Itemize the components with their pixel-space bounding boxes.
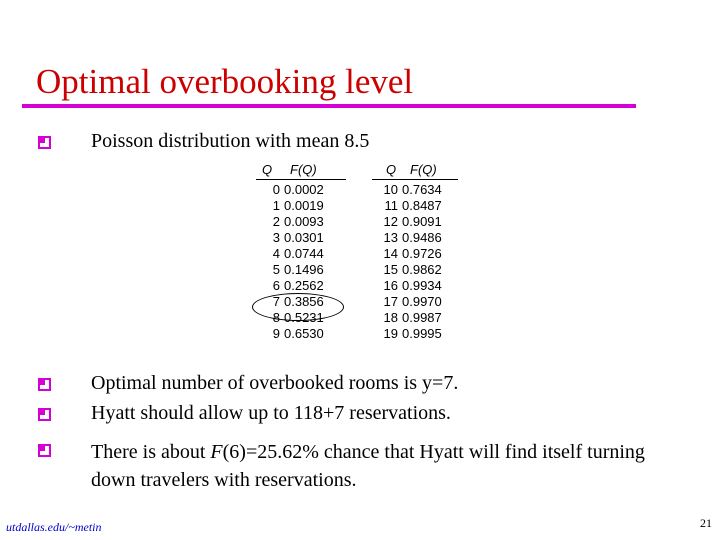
- table-cell: 4: [272, 246, 280, 261]
- table-cell: 7: [272, 294, 280, 309]
- table-cell: 2: [272, 214, 280, 229]
- table-cell: 9: [272, 326, 280, 341]
- table-cell: 15: [383, 262, 398, 277]
- right-q-column: [378, 182, 398, 342]
- header-q-left: Q: [262, 162, 273, 177]
- table-cell: 0.3856: [284, 294, 324, 309]
- bullet-text-post: (6)=25.62% chance that Hyatt will find itself turning down travelers with reservations.: [91, 441, 645, 491]
- table-cell: 0.0019: [284, 198, 324, 213]
- table-cell: 0.6530: [284, 326, 324, 341]
- table-cell: 0.9987: [402, 310, 442, 325]
- table-cell: 0.9995: [402, 326, 442, 341]
- header-f-right: F(Q): [410, 162, 437, 177]
- footer-url: utdallas.edu/~metin: [6, 520, 102, 534]
- table-cell: 0.0301: [284, 230, 324, 245]
- header-q-right: Q: [386, 162, 397, 177]
- table-cell: 0.9970: [402, 294, 442, 309]
- bullet-icon: [37, 377, 52, 392]
- table-cell: 18: [383, 310, 398, 325]
- header-rule-right: [372, 179, 458, 180]
- table-cell: 0.9862: [402, 262, 442, 277]
- table-cell: 6: [272, 278, 280, 293]
- right-f-column: [402, 182, 462, 342]
- table-cell: 5: [272, 262, 280, 277]
- highlight-ellipse: [252, 293, 344, 321]
- table-cell: 13: [383, 230, 398, 245]
- page-number: 21: [700, 516, 712, 530]
- table-cell: 17: [383, 294, 398, 309]
- header-f-left: F(Q): [290, 162, 317, 177]
- table-cell: 1: [272, 198, 280, 213]
- table-cell: 0.9486: [402, 230, 442, 245]
- table-cell: 16: [383, 278, 398, 293]
- table-cell: 0.9091: [402, 214, 442, 229]
- bullet-text: Poisson distribution with mean 8.5: [91, 130, 370, 152]
- bullet-text: Hyatt should allow up to 118+7 reservations.: [91, 402, 451, 424]
- title-underline: [22, 104, 636, 108]
- bullet-text-pre: There is about: [91, 441, 211, 463]
- table-cell: 0.0093: [284, 214, 324, 229]
- table-cell: 3: [272, 230, 280, 245]
- table-cell: 0.0002: [284, 182, 324, 197]
- table-cell: 10: [383, 182, 398, 197]
- table-cell: 0.0744: [284, 246, 324, 261]
- poisson-table: [248, 162, 458, 352]
- table-cell: 0.2562: [284, 278, 324, 293]
- bullet-text: [91, 438, 691, 494]
- table-cell: 12: [383, 214, 398, 229]
- bullet-icon: [37, 407, 52, 422]
- header-rule-left: [256, 179, 346, 180]
- table-cell: 0.9726: [402, 246, 442, 261]
- table-cell: 0: [272, 182, 280, 197]
- table-cell: 0.1496: [284, 262, 324, 277]
- bullet-icon: [37, 135, 52, 150]
- slide-title: Optimal overbooking level: [36, 62, 414, 101]
- bullet-text-f: F: [210, 441, 223, 463]
- bullet-icon: [37, 443, 52, 458]
- table-cell: 0.8487: [402, 198, 442, 213]
- table-cell: 19: [383, 326, 398, 341]
- table-cell: 0.9934: [402, 278, 442, 293]
- table-cell: 11: [384, 198, 398, 213]
- table-cell: 14: [383, 246, 398, 261]
- table-cell: 0.7634: [402, 182, 442, 197]
- table-cell: 8: [272, 310, 280, 325]
- bullet-text: Optimal number of overbooked rooms is y=7.: [91, 372, 459, 394]
- table-cell: 0.5231: [284, 310, 324, 325]
